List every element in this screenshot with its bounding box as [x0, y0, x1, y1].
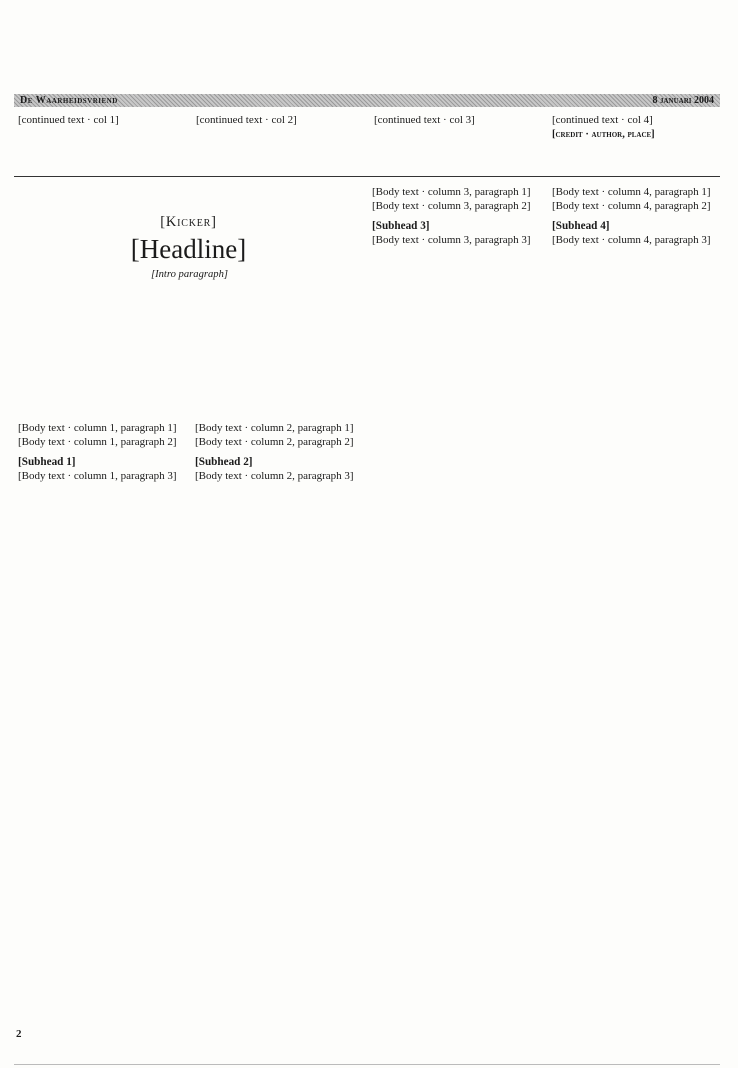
article-column-4 [552, 186, 719, 248]
continued-column-1 [18, 113, 188, 127]
paragraph: [Body text · column 2, paragraph 1] [195, 422, 354, 434]
headline-block [16, 214, 361, 264]
paragraph: [Body text · column 1, paragraph 3] [18, 469, 177, 482]
continued-text: [continued text · col 3] [374, 114, 475, 126]
paragraph: [Body text · column 4, paragraph 2] [552, 199, 711, 212]
paragraph: [Body text · column 4, paragraph 1] [552, 186, 711, 198]
subheading: [Subhead 4] [552, 219, 610, 232]
page-number: 2 [16, 1028, 22, 1040]
article-title: [Headline] [130, 234, 247, 264]
paragraph: [Body text · column 1, paragraph 2] [18, 435, 177, 448]
paragraph: [Body text · column 1, paragraph 1] [18, 422, 177, 434]
article-column-1 [18, 422, 186, 484]
continued-column-4 [552, 113, 722, 142]
paragraph: [Body text · column 4, paragraph 3] [552, 233, 711, 246]
publication-name: De Waarheidsvriend [20, 95, 118, 106]
continued-text: [continued text · col 4] [552, 114, 653, 126]
paragraph: [Body text · column 3, paragraph 1] [372, 186, 531, 198]
continued-column-2 [196, 113, 366, 127]
paragraph: [Body text · column 2, paragraph 2] [195, 435, 354, 448]
paragraph: [Body text · column 3, paragraph 2] [372, 199, 531, 212]
footer-rule [14, 1064, 720, 1065]
article-column-3 [372, 186, 542, 248]
continued-text: [continued text · col 1] [18, 114, 119, 126]
paragraph: [Body text · column 3, paragraph 3] [372, 233, 531, 246]
article-intro: [Intro paragraph] [150, 269, 228, 280]
continued-column-3 [374, 113, 544, 127]
article-kicker: [Kicker] [160, 214, 217, 230]
continued-text: [continued text · col 2] [196, 114, 297, 126]
section-divider [14, 176, 720, 177]
article-column-2 [195, 422, 362, 484]
paragraph: [Body text · column 2, paragraph 3] [195, 469, 354, 482]
author-credit: [credit · author, place] [552, 129, 655, 140]
subheading: [Subhead 3] [372, 219, 430, 232]
issue-date: 8 januari 2004 [652, 95, 714, 106]
subheading: [Subhead 2] [195, 455, 253, 468]
masthead-bar [14, 94, 720, 107]
subheading: [Subhead 1] [18, 455, 76, 468]
